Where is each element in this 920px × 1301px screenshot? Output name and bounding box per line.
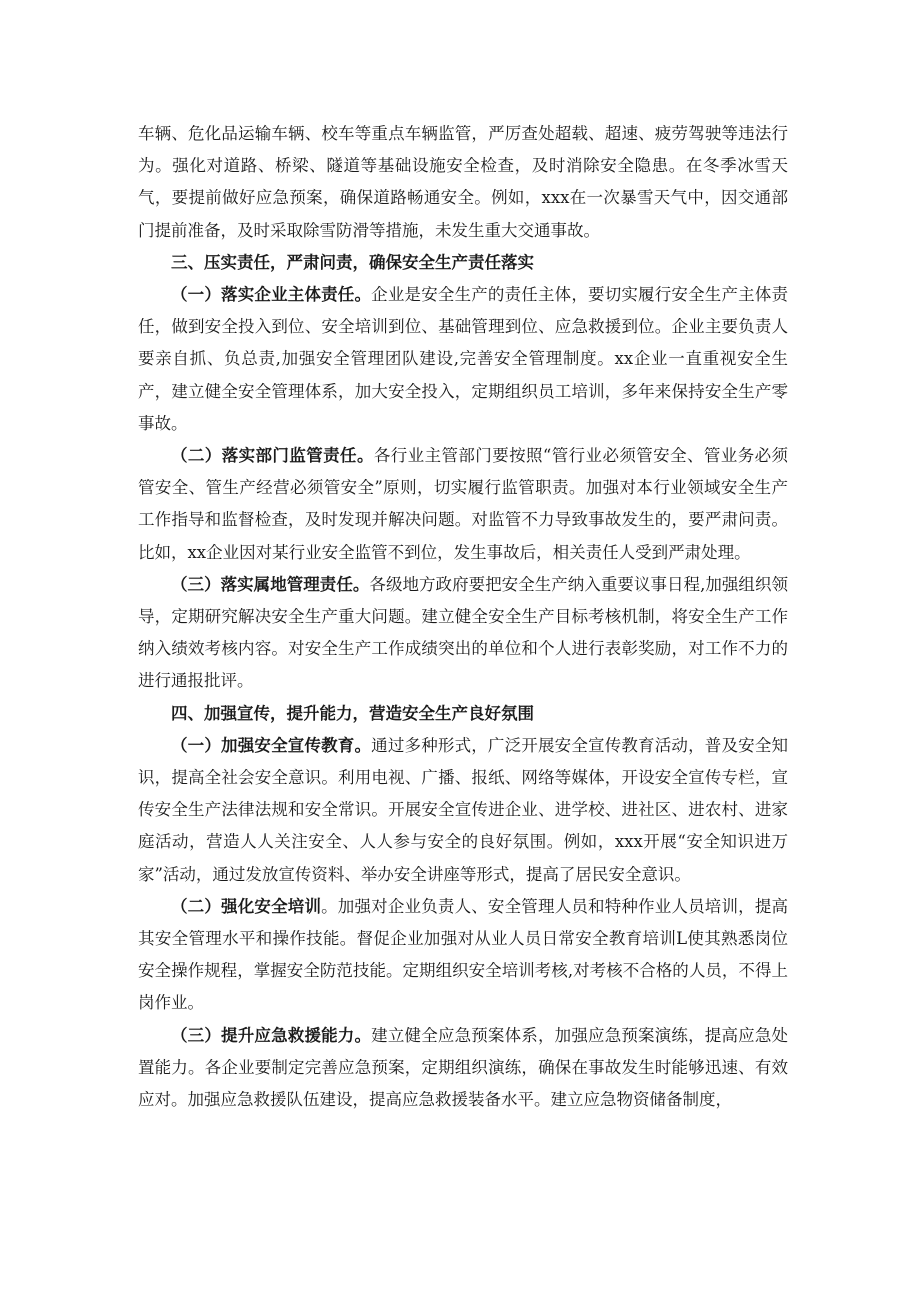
- section-heading-3: 三、压实责任，严肃问责，确保安全生产责任落实: [171, 252, 534, 272]
- subheading-emergency-rescue: （三）提升应急救援能力。: [171, 1025, 372, 1045]
- subheading-department-supervision: （二）落实部门监管责任。: [171, 446, 374, 466]
- paragraph-safety-training: [138, 891, 788, 1020]
- document-page: [138, 118, 788, 1116]
- paragraph-territorial-management: [138, 569, 788, 698]
- subheading-territorial-management: （三）落实属地管理责任。: [171, 574, 370, 594]
- paragraph-department-supervision: [138, 440, 788, 569]
- section-heading-4: 四、加强宣传，提升能力，营造安全生产良好氛围: [171, 703, 534, 723]
- subheading-enterprise-responsibility: （一）落实企业主体责任。: [171, 285, 372, 305]
- body-safety-publicity: 通过多种形式，广泛开展安全宣传教育活动，普及安全知识，提高全社会安全意识。利用电视、广播、报纸、网络等媒体，开设安全宣传专栏，宣传安全生产法律法规和安全常识。开展安全宣传进企业、进学校、进社区、进农村、进家庭活动，营造人人关注安全、人人参与安全的良好氛围。例如，xxx开展“安全知识进万家”活动，通过发放宣传资料、举办安全讲座等形式，提高了居民安全意识。: [138, 735, 789, 884]
- body-territorial-management: 各级地方政府要把安全生产纳入重要议事日程,加强组织领导，定期研究解决安全生产重大问题。建立健全安全生产目标考核机制，将安全生产工作纳入绩效考核内容。对安全生产工作成绩突出的单位和个人进行表彰奖励，对工作不力的进行通报批评。: [138, 574, 788, 691]
- paragraph-enterprise-responsibility: [138, 279, 788, 440]
- body-emergency-rescue: 建立健全应急预案体系，加强应急预案演练，提高应急处置能力。各企业要制定完善应急预案，定期组织演练，确保在事故发生时能够迅速、有效应对。加强应急救援队伍建设，提高应急救援装备水平。建立应急物资储备制度，: [138, 1025, 789, 1110]
- body-enterprise-responsibility: 企业是安全生产的责任主体，要切实履行安全生产主体责任，做到安全投入到位、安全培训到位、基础管理到位、应急救援到位。企业主要负责人要亲自抓、负总责,加强安全管理团队建设,完善安全管理制度。xx企业一直重视安全生产，建立健全安全管理体系，加大安全投入，定期组织员工培训，多年来保持安全生产零事故。: [138, 285, 789, 433]
- subheading-safety-training: （二）强化安全培训: [171, 896, 322, 916]
- subheading-safety-publicity: （一）加强安全宣传教育。: [171, 735, 372, 755]
- paragraph-safety-publicity: [138, 730, 788, 891]
- paragraph-road-safety: 车辆、危化品运输车辆、校车等重点车辆监管，严厉查处超载、超速、疲劳驾驶等违法行为。强化对道路、桥梁、隧道等基础设施安全检查，及时消除安全隐患。在冬季冰雪天气，要提前做好应急预案，确保道路畅通安全。例如，xxx在一次暴雪天气中，因交通部门提前准备，及时采取除雪防滑等措施，未发生重大交通事故。: [138, 124, 788, 240]
- body-department-supervision: 各行业主管部门要按照“管行业必须管安全、管业务必须管安全、管生产经营必须管安全”原则，切实履行监管职责。加强对本行业领域安全生产工作指导和监督检查，及时发现并解决问题。对监管不力导致事故发生的，要严肃问责。比如，xx企业因对某行业安全监管不到位，发生事故后，相关责任人受到严肃处理。: [138, 446, 789, 562]
- paragraph-emergency-rescue: [138, 1020, 788, 1117]
- body-safety-training: 。加强对企业负责人、安全管理人员和特种作业人员培训，提高其安全管理水平和操作技能。督促企业加强对从业人员日常安全教育培训L使其熟悉岗位安全操作规程，掌握安全防范技能。定期组织安全培训考核,对考核不合格的人员，不得上岗作业。: [138, 896, 789, 1013]
